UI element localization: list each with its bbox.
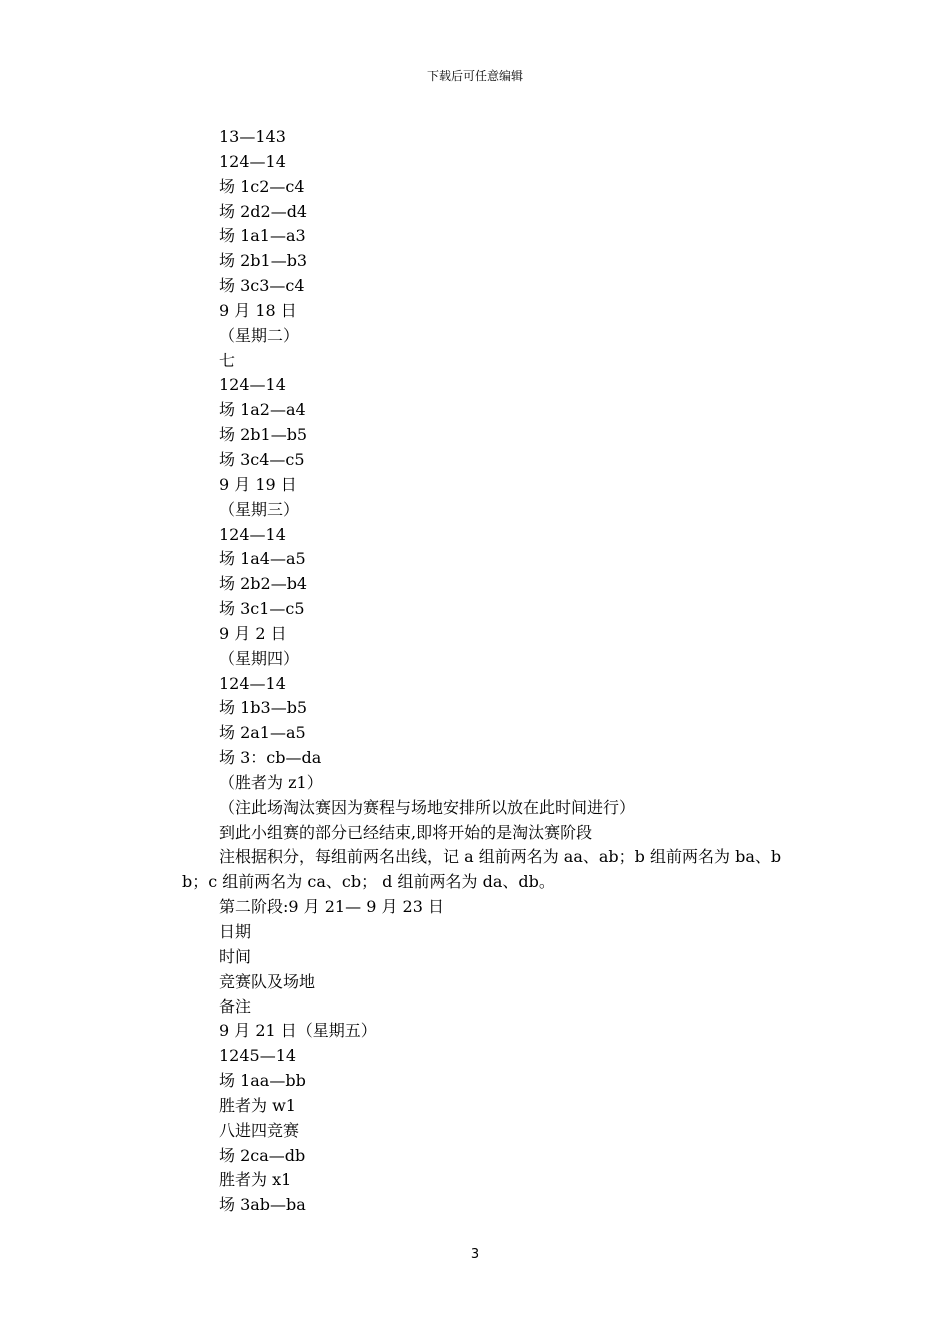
text-line: 场 2a1—a5 [219,723,306,743]
text-line: 124—14 [219,375,286,395]
text-line: 胜者为 x1 [219,1170,292,1190]
text-line: 124—14 [219,524,286,544]
text-line: 到此小组赛的部分已经结束,即将开始的是淘汰赛阶段 [219,822,593,842]
text-line: 9 月 2 日 [219,623,287,643]
text-line: 胜者为 w1 [219,1095,296,1115]
text-line: 场 2b2—b4 [219,574,308,594]
text-line: 场 3c4—c5 [219,449,305,469]
document-body [182,125,782,1218]
text-line: 13—143 [219,127,286,146]
text-line: （星期二） [219,325,300,345]
text-line: 9 月 19 日 [219,474,297,494]
text-line: 场 1a2—a4 [219,400,306,420]
text-line: 第二阶段:9 月 21— 9 月 23 日 [219,897,444,917]
page-number: 3 [470,1247,480,1262]
text-line: 场 3c1—c5 [219,599,305,619]
text-line: 备注 [219,996,252,1016]
text-line: （胜者为 z1） [219,772,323,792]
schedule-lines-bottom [182,895,782,1218]
text-line: 场 1c2—c4 [219,176,305,196]
text-line: 时间 [219,946,252,966]
text-line: 场 3ab—ba [219,1195,306,1215]
text-line: 场 1aa—bb [219,1071,306,1091]
text-line: 9 月 21 日（星期五） [219,1021,377,1041]
text-line: 1245—14 [219,1046,297,1066]
text-line: 竞赛队及场地 [219,971,316,991]
text-line: 八进四竞赛 [219,1120,300,1140]
page-header: 下载后可任意编辑 [426,69,523,83]
schedule-lines-top [182,125,782,845]
text-line: 场 2b1—b5 [219,425,308,445]
qualification-note: 注根据积分，每组前两名出线，记 a 组前两名为 aa、ab；b 组前两名为 ba、bb；c 组前两名为 ca、cb； d 组前两名为 da、db。 [182,847,782,892]
text-line: 场 1a4—a5 [219,549,306,569]
text-line: 124—14 [219,673,286,693]
text-line: 场 2ca—db [219,1145,306,1165]
text-line: 9 月 18 日 [219,300,297,320]
text-line: 场 3c3—c4 [219,276,305,296]
text-line: 日期 [219,922,252,941]
text-line: 124—14 [219,151,286,171]
text-line: 七 [219,350,236,370]
text-line: 场 1b3—b5 [219,698,308,718]
text-line: 场 1a1—a3 [219,226,306,246]
text-line: （注此场淘汰赛因为赛程与场地安排所以放在此时间进行） [219,797,636,817]
text-line: 场 3：cb—da [219,748,322,768]
text-line: （星期四） [219,648,300,668]
text-line: 场 2b1—b3 [219,251,308,271]
text-line: （星期三） [219,499,300,519]
text-line: 场 2d2—d4 [219,201,308,221]
